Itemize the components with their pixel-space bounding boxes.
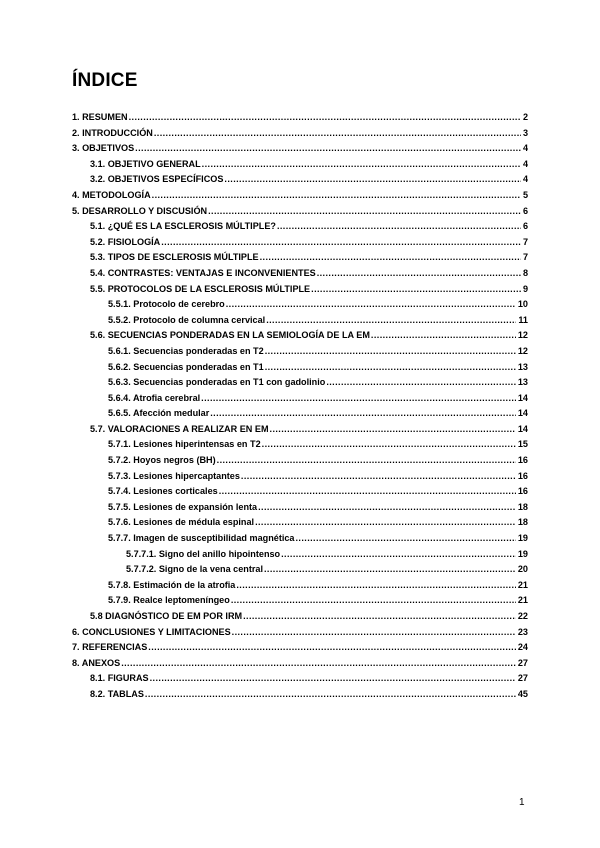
toc-entry[interactable]	[72, 157, 528, 173]
dot-leader	[201, 391, 516, 407]
toc-entry-label: 5.5.2. Protocolo de columna cervical	[108, 314, 266, 325]
toc-entry[interactable]	[72, 172, 528, 188]
toc-entry-page: 14	[517, 392, 528, 403]
toc-entry-label: 3.2. OBJETIVOS ESPECÍFICOS	[90, 174, 224, 185]
toc-entry-label: 5.7.3. Lesiones hipercaptantes	[108, 470, 240, 481]
toc-entry-label: 5.7.8. Estimación de la atrofia	[108, 579, 236, 590]
toc-entry-page: 19	[517, 533, 528, 544]
toc-entry[interactable]	[72, 562, 528, 578]
toc-entry-label: 6. CONCLUSIONES Y LIMITACIONES	[72, 626, 231, 637]
toc-entry-page: 18	[517, 501, 528, 512]
dot-leader	[243, 609, 516, 625]
toc-entry[interactable]	[72, 578, 528, 594]
dot-leader	[241, 469, 516, 485]
toc-entry-label: 5.5.1. Protocolo de cerebro	[108, 299, 225, 310]
index-title: ÍNDICE	[72, 70, 138, 91]
dot-leader	[277, 219, 521, 235]
toc-entry[interactable]	[72, 625, 528, 641]
toc-entry-label: 5.1. ¿QUÉ ES LA ESCLEROSIS MÚLTIPLE?	[90, 221, 276, 232]
dot-leader	[129, 110, 521, 126]
toc-entry-page: 15	[517, 439, 528, 450]
dot-leader	[208, 204, 521, 220]
toc-entry-label: 5.6.4. Atrofia cerebral	[108, 392, 201, 403]
dot-leader	[135, 141, 521, 157]
toc-entry-page: 6	[522, 205, 528, 216]
toc-entry-page: 18	[517, 517, 528, 528]
toc-entry[interactable]	[72, 282, 528, 298]
toc-entry[interactable]	[72, 422, 528, 438]
toc-entry-page: 14	[517, 423, 528, 434]
toc-entry-label: 3. OBJETIVOS	[72, 143, 135, 154]
toc-entry[interactable]	[72, 453, 528, 469]
toc-entry[interactable]	[72, 204, 528, 220]
dot-leader	[202, 157, 521, 173]
toc-entry-page: 10	[517, 299, 528, 310]
dot-leader	[311, 282, 521, 298]
toc-entry-label: 5.6. SECUENCIAS PONDERADAS EN LA SEMIOLOGÍA DE LA EM	[90, 330, 370, 341]
toc-entry[interactable]	[72, 188, 528, 204]
toc-entry[interactable]	[72, 250, 528, 266]
toc-entry-page: 3	[522, 127, 528, 138]
dot-leader	[232, 625, 516, 641]
toc-entry-page: 19	[517, 548, 528, 559]
dot-leader	[265, 344, 516, 360]
toc-entry[interactable]	[72, 515, 528, 531]
toc-entry[interactable]	[72, 141, 528, 157]
toc-entry[interactable]	[72, 671, 528, 687]
dot-leader	[266, 313, 516, 329]
toc-entry-label: 5. DESARROLLO Y DISCUSIÓN	[72, 205, 208, 216]
toc-entry[interactable]	[72, 640, 528, 656]
toc-entry[interactable]	[72, 656, 528, 672]
toc-entry-label: 5.7.4. Lesiones corticales	[108, 486, 218, 497]
toc-entry-label: 5.6.5. Afección medular	[108, 408, 210, 419]
toc-entry-label: 5.6.2. Secuencias ponderadas en T1	[108, 361, 264, 372]
toc-entry-label: 8.2. TABLAS	[90, 688, 144, 699]
dot-leader	[260, 250, 521, 266]
dot-leader	[371, 328, 516, 344]
toc-entry[interactable]	[72, 328, 528, 344]
toc-entry[interactable]	[72, 344, 528, 360]
toc-entry-page: 16	[517, 455, 528, 466]
toc-entry-label: 8.1. FIGURAS	[90, 673, 149, 684]
dot-leader	[295, 531, 515, 547]
toc-entry-page: 4	[522, 158, 528, 169]
toc-entry[interactable]	[72, 219, 528, 235]
dot-leader	[317, 266, 521, 282]
dot-leader	[262, 437, 516, 453]
dot-leader	[326, 375, 516, 391]
table-of-contents	[72, 110, 528, 703]
toc-entry-label: 5.6.1. Secuencias ponderadas en T2	[108, 345, 264, 356]
toc-entry[interactable]	[72, 391, 528, 407]
toc-entry-page: 4	[522, 174, 528, 185]
toc-entry-page: 23	[517, 626, 528, 637]
toc-entry[interactable]	[72, 360, 528, 376]
toc-entry-page: 9	[522, 283, 528, 294]
toc-entry[interactable]	[72, 406, 528, 422]
toc-entry[interactable]	[72, 266, 528, 282]
toc-entry-page: 14	[517, 408, 528, 419]
toc-entry[interactable]	[72, 484, 528, 500]
dot-leader	[236, 578, 516, 594]
toc-entry[interactable]	[72, 437, 528, 453]
toc-entry-page: 11	[518, 314, 528, 325]
toc-entry-label: 5.7.2. Hoyos negros (BH)	[108, 455, 216, 466]
toc-entry-label: 8. ANEXOS	[72, 657, 121, 668]
dot-leader	[255, 515, 516, 531]
toc-entry-label: 5.7.9. Realce leptomeníngeo	[108, 595, 230, 606]
toc-entry-page: 13	[517, 377, 528, 388]
dot-leader	[161, 235, 521, 251]
toc-entry-label: 5.7.1. Lesiones hiperintensas en T2	[108, 439, 261, 450]
toc-entry-page: 7	[522, 252, 528, 263]
toc-entry-page: 12	[517, 330, 528, 341]
toc-entry-label: 1. RESUMEN	[72, 112, 128, 122]
toc-entry[interactable]	[72, 375, 528, 391]
toc-entry-page: 2	[522, 112, 528, 122]
toc-entry-page: 22	[517, 611, 528, 621]
toc-entry-label: 5.7. VALORACIONES A REALIZAR EN EM	[90, 423, 269, 434]
toc-entry[interactable]	[72, 235, 528, 251]
dot-leader	[270, 422, 516, 438]
toc-entry-label: 5.5. PROTOCOLOS DE LA ESCLEROSIS MÚLTIPLE	[90, 283, 311, 294]
toc-entry[interactable]	[72, 110, 528, 126]
toc-entry[interactable]	[72, 531, 528, 547]
page-number: 1	[519, 797, 525, 808]
dot-leader	[231, 593, 516, 609]
toc-entry[interactable]	[72, 126, 528, 142]
toc-entry[interactable]	[72, 687, 528, 703]
toc-entry-page: 45	[517, 688, 528, 699]
toc-entry-page: 5	[522, 189, 528, 200]
dot-leader	[264, 562, 516, 578]
dot-leader	[145, 687, 516, 703]
toc-entry-label: 5.7.7.1. Signo del anillo hipointenso	[126, 548, 281, 559]
toc-entry-label: 5.7.7. Imagen de susceptibilidad magnética	[108, 533, 295, 544]
toc-entry[interactable]	[72, 547, 528, 563]
toc-entry-page: 4	[522, 143, 528, 154]
dot-leader	[148, 640, 516, 656]
toc-entry-label: 5.3. TIPOS DE ESCLEROSIS MÚLTIPLE	[90, 252, 259, 263]
toc-entry-page: 13	[517, 361, 528, 372]
toc-entry-label: 7. REFERENCIAS	[72, 642, 148, 653]
toc-entry[interactable]	[72, 593, 528, 609]
toc-entry-label: 5.4. CONTRASTES: VENTAJAS E INCONVENIENTES	[90, 267, 316, 278]
dot-leader	[224, 172, 521, 188]
toc-entry-page: 21	[517, 595, 528, 606]
toc-entry-page: 7	[522, 236, 528, 247]
toc-entry-page: 12	[517, 345, 528, 356]
dot-leader	[226, 297, 516, 313]
toc-entry-page: 20	[517, 564, 528, 575]
dot-leader	[152, 188, 521, 204]
dot-leader	[210, 406, 516, 422]
dot-leader	[154, 126, 521, 142]
dot-leader	[281, 547, 516, 563]
toc-entry-label: 5.7.7.2. Signo de la vena central	[126, 564, 263, 575]
toc-entry[interactable]	[72, 297, 528, 313]
toc-entry-label: 5.7.5. Lesiones de expansión lenta	[108, 501, 258, 512]
toc-entry-page: 27	[517, 673, 528, 684]
toc-entry-page: 16	[517, 486, 528, 497]
dot-leader	[258, 500, 516, 516]
toc-entry-label: 5.2. FISIOLOGÍA	[90, 236, 161, 247]
toc-entry-label: 5.8 DIAGNÓSTICO DE EM POR IRM	[90, 611, 243, 621]
dot-leader	[150, 671, 516, 687]
dot-leader	[265, 360, 516, 376]
toc-entry-label: 3.1. OBJETIVO GENERAL	[90, 158, 201, 169]
toc-entry-label: 5.7.6. Lesiones de médula espinal	[108, 517, 255, 528]
dot-leader	[121, 656, 516, 672]
dot-leader	[219, 484, 516, 500]
toc-entry[interactable]	[72, 469, 528, 485]
toc-entry-page: 27	[517, 657, 528, 668]
toc-entry-page: 16	[517, 470, 528, 481]
toc-entry-page: 6	[522, 221, 528, 232]
toc-entry-label: 4. METODOLOGÍA	[72, 189, 151, 200]
toc-entry[interactable]	[72, 609, 528, 625]
toc-entry[interactable]	[72, 500, 528, 516]
toc-entry-label: 2. INTRODUCCIÓN	[72, 127, 153, 138]
toc-entry[interactable]	[72, 313, 528, 329]
toc-entry-page: 8	[522, 267, 528, 278]
toc-entry-page: 21	[517, 579, 528, 590]
dot-leader	[217, 453, 516, 469]
toc-entry-page: 24	[517, 642, 528, 653]
toc-entry-label: 5.6.3. Secuencias ponderadas en T1 con gadolinio	[108, 377, 326, 388]
